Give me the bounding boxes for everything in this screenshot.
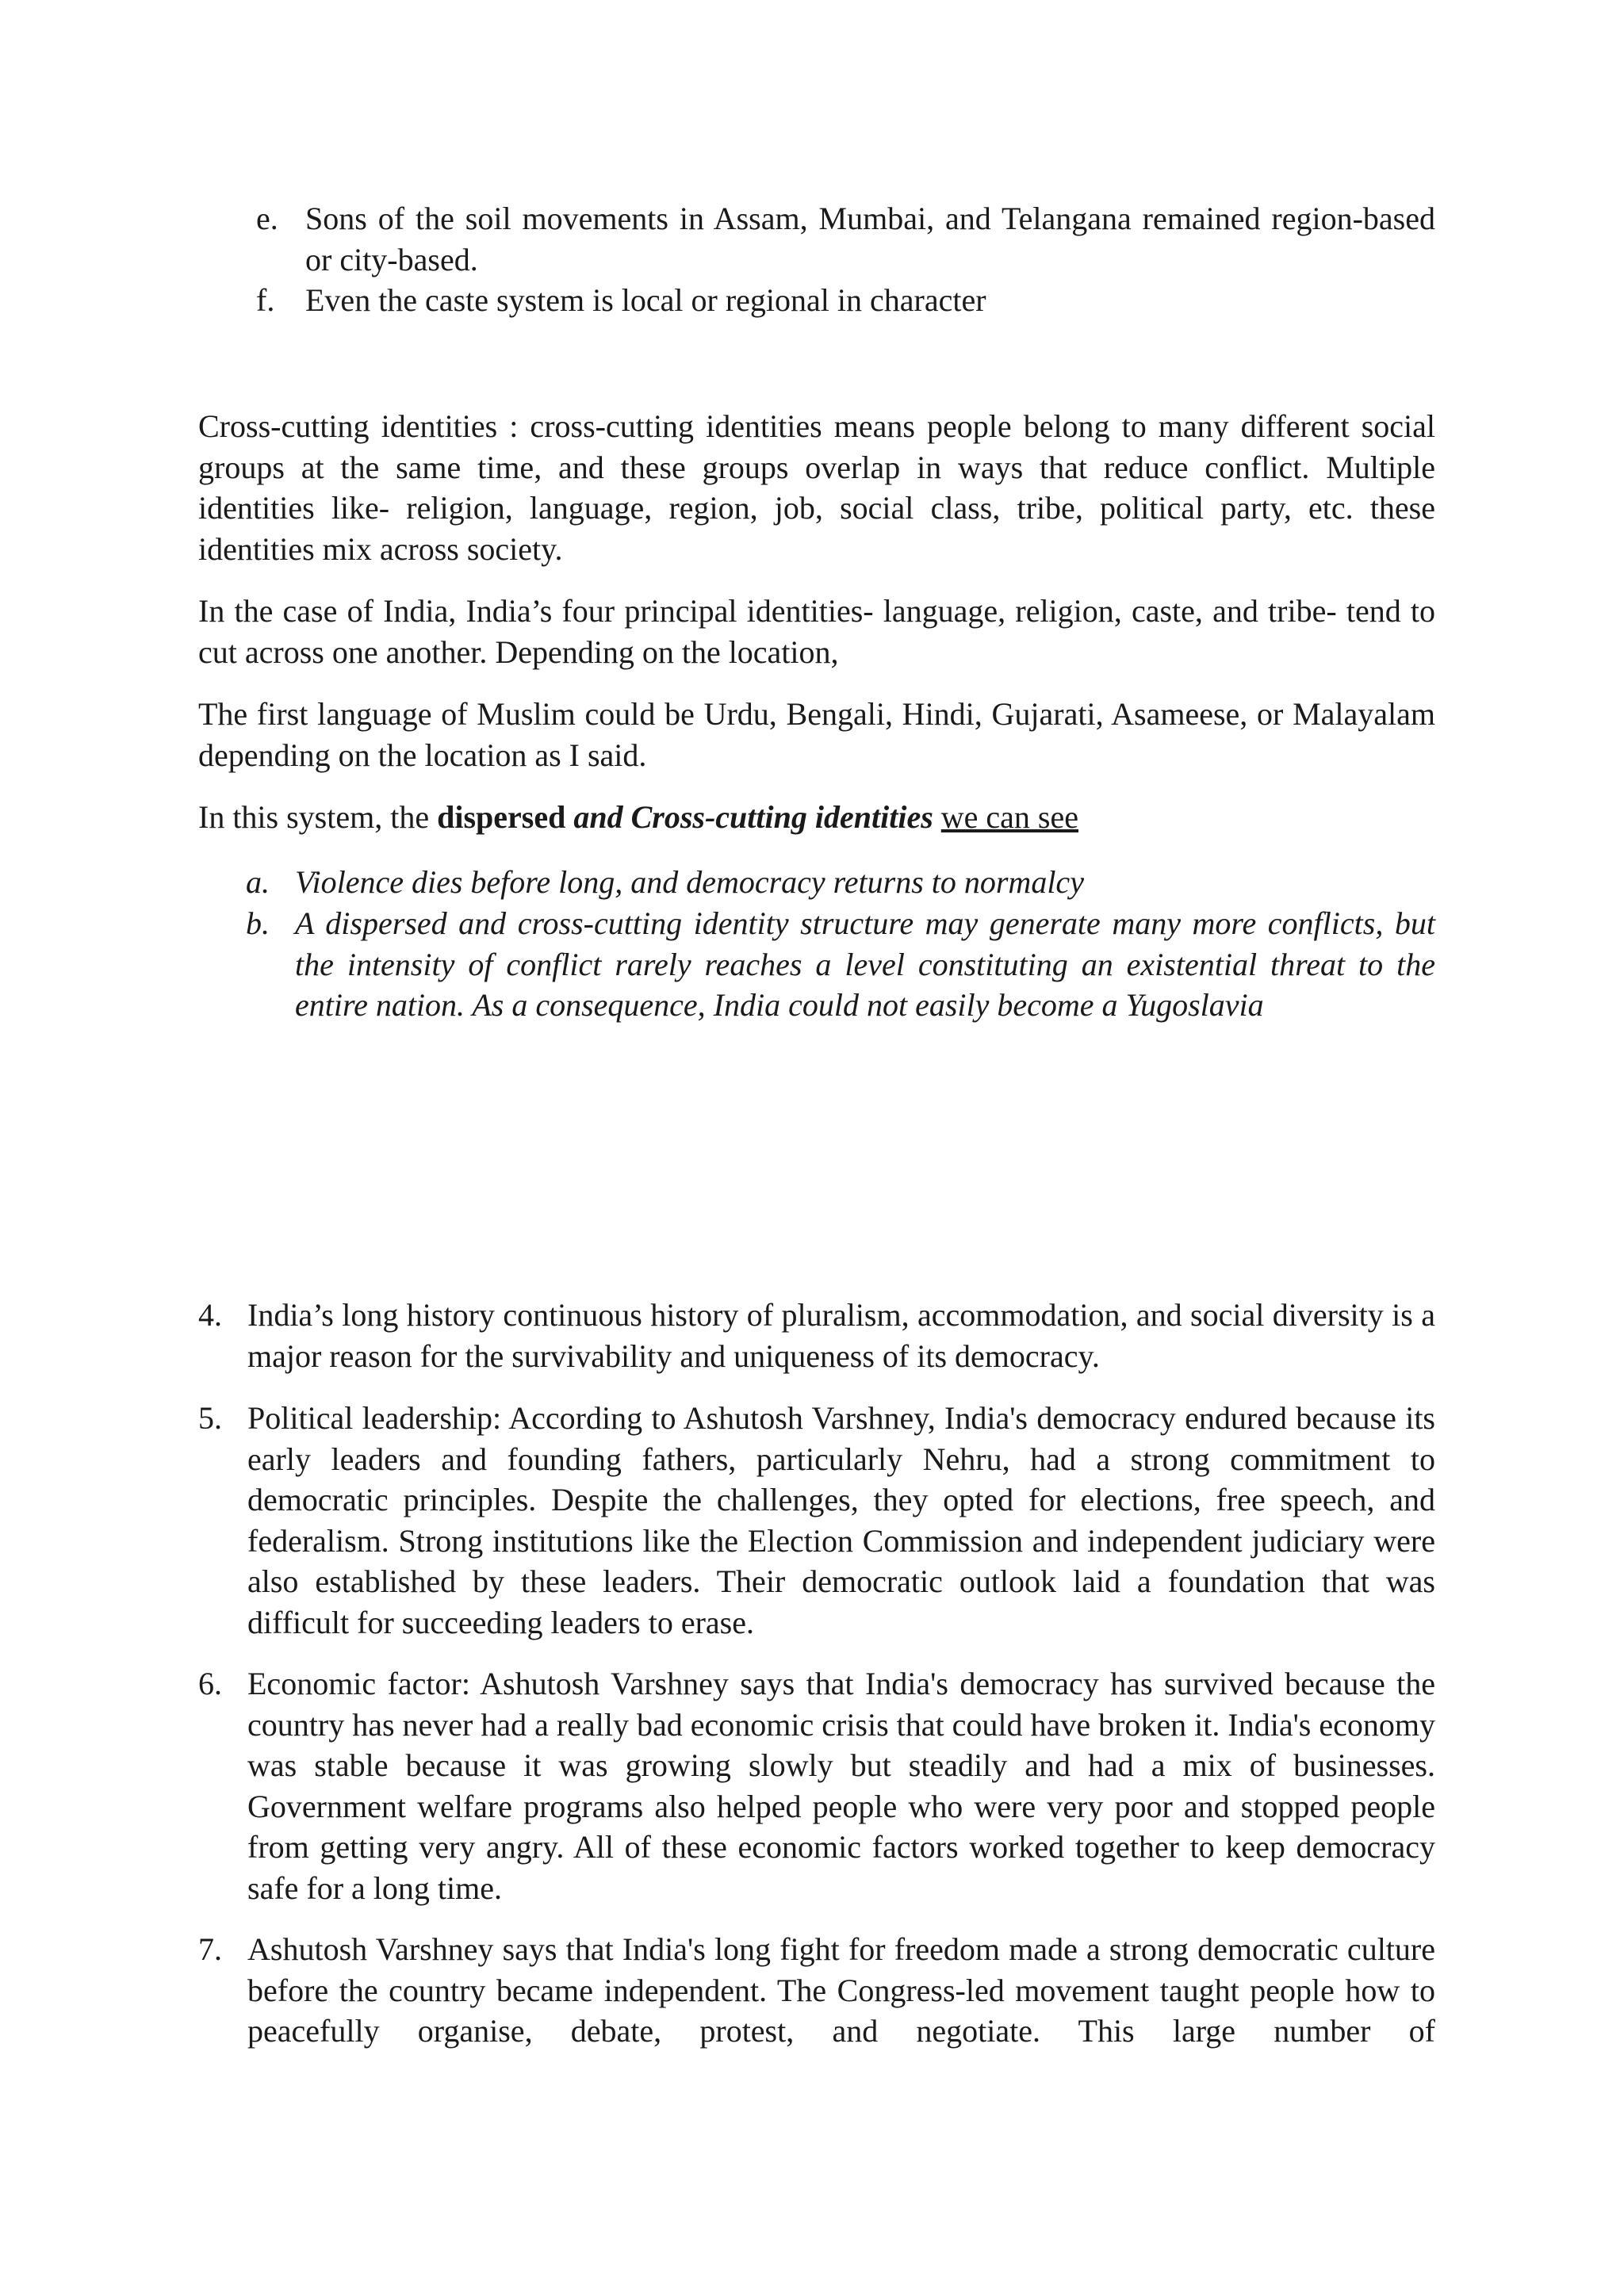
point-marker-6: 6. [198,1666,222,1701]
point-marker-7: 7. [198,1931,222,1967]
list-item-e: Sons of the soil movements in Assam, Mumbai, and Telangana remained region-based or city-based. [305,201,1435,277]
system-line-space [933,799,941,835]
point-5: Political leadership: According to Ashutosh Varshney, India's democracy endured because its early leaders and founding fathers, particularly Nehru, had a strong commitment to democratic principles. Despite the challenges, they opted for elections, free speech, and federalism. Strong institutions like the Election Commission and independent judiciary were also established by these leaders. Their democratic outlook laid a foundation that was difficult for succeeding leaders to erase. [247,1400,1435,1640]
point-7: Ashutosh Varshney says that India's long fight for freedom made a strong democratic culture before the country became independent. The Congress-led movement taught people how to peacefully organise, debate, protest, and negotiate. This large number of [247,1931,1435,2049]
list-marker-f: f. [256,282,275,318]
consequence-item-b: A dispersed and cross-cutting identity structure may generate many more conflicts, but the intensity of conflict rarely reaches a level constituting an existential threat to the entire nation. As a consequence, India could not easily become a Yugoslavia [295,905,1435,1023]
consequence-marker-a: a. [246,864,270,900]
point-6: Economic factor: Ashutosh Varshney says that India's democracy has survived because the country has never had a really bad economic crisis that could have broken it. India's economy was stable because it was growing slowly but steadily and had a mix of businesses. Government welfare programs also helped people who were very poor and stopped people from getting very angry. All of these economic factors worked together to keep democracy safe for a long time. [247,1666,1435,1906]
consequence-marker-b: b. [246,905,270,941]
system-line-underlined: we can see [940,799,1078,835]
system-line [198,797,1435,838]
point-marker-4: 4. [198,1297,222,1333]
cross-cutting-paragraph: Cross-cutting identities : cross-cutting identities means people belong to many different social groups at the same time, and these groups overlap in ways that reduce conflict. Multiple identities like- religion, language, region, job, social class, tribe, political party, etc. these identities mix across society. [198,408,1435,567]
system-line-prefix: In this system, the [198,799,438,835]
consequence-item-a: Violence dies before long, and democracy returns to normalcy [295,864,1084,900]
language-paragraph: The first language of Muslim could be Urdu, Bengali, Hindi, Gujarati, Asameese, or Malayalam depending on the location as I said. [198,696,1435,773]
system-line-bold: dispersed [437,799,566,835]
list-item-f: Even the caste system is local or regional in character [305,282,986,318]
point-4: India’s long history continuous history of pluralism, accommodation, and social diversity is a major reason for the survivability and uniqueness of its democracy. [247,1297,1435,1374]
system-line-bold-italic: and Cross-cutting identities [565,799,933,835]
list-marker-e: e. [256,201,278,236]
india-case-paragraph: In the case of India, India’s four principal identities- language, religion, caste, and tribe- tend to cut across one another. Depending on the location, [198,593,1435,670]
point-marker-5: 5. [198,1400,222,1436]
